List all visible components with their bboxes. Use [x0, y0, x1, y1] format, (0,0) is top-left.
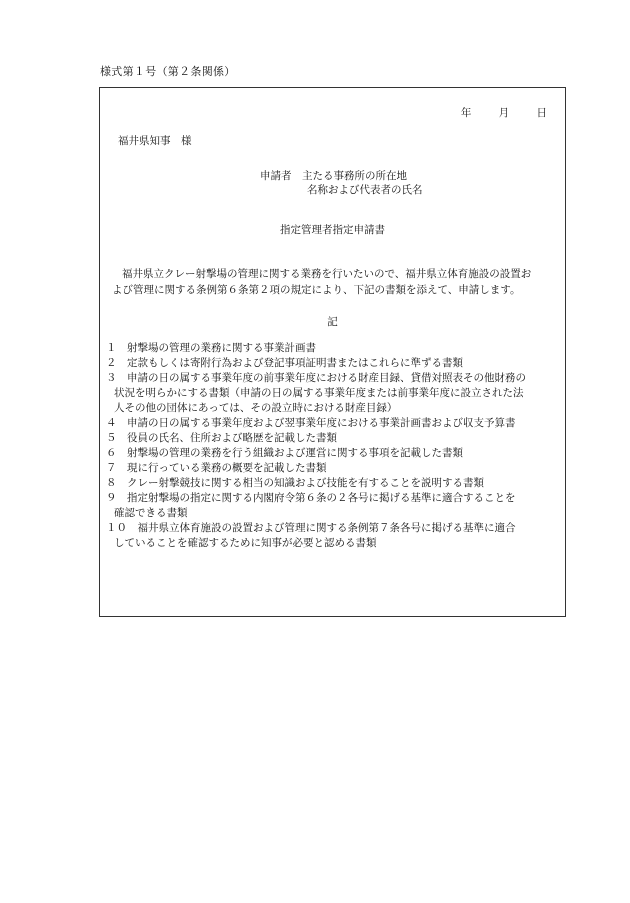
- date-month: 月: [498, 107, 510, 119]
- list-item-continuation: 人その他の団体にあっては、その設立時における財産目録）: [114, 402, 398, 414]
- document-title: 指定管理者指定申請書: [280, 224, 385, 236]
- list-item: ３ 申請の日の属する事業年度の前事業年度における財産目録、貸借対照表その他財務の: [106, 372, 526, 384]
- date-day: 日: [536, 107, 547, 119]
- date-year: 年: [460, 107, 472, 119]
- addressee: 福井県知事 様: [118, 135, 192, 147]
- form-number-label: 様式第１号（第２条関係）: [100, 65, 236, 78]
- note-mark: 記: [327, 316, 338, 328]
- list-item-continuation: していることを確認するために知事が必要と認める書類: [114, 537, 377, 549]
- statement-line: 福井県立クレー射撃場の管理に関する業務を行いたいので、福井県立体育施設の設置お: [122, 268, 532, 280]
- applicant-name-label: 名称および代表者の氏名: [307, 184, 423, 196]
- list-item-continuation: 確認できる書類: [114, 507, 188, 519]
- list-item: ５ 役員の氏名、住所および略歴を記載した書類: [106, 432, 337, 444]
- list-item: ８ クレー射撃競技に関する相当の知識および技能を有することを説明する書類: [106, 477, 484, 489]
- list-item: １ 射撃場の管理の業務に関する事業計画書: [106, 342, 316, 354]
- application-form-frame: [99, 87, 566, 617]
- list-item: ９ 指定射撃場の指定に関する内閣府令第６条の２各号に掲げる基準に適合することを: [106, 492, 516, 504]
- applicant-address-label: 申請者 主たる事務所の所在地: [260, 170, 407, 182]
- required-documents-list: [106, 341, 558, 551]
- list-item: ６ 射撃場の管理の業務を行う組織および運営に関する事項を記載した書類: [106, 447, 463, 459]
- list-item: ７ 現に行っている業務の概要を記載した書類: [106, 462, 327, 474]
- list-item: ４ 申請の日の属する事業年度および翌事業年度における事業計画書および収支予算書: [106, 417, 516, 429]
- application-statement: [112, 266, 558, 298]
- list-item: １０ 福井県立体育施設の設置および管理に関する条例第７条各号に掲げる基準に適合: [106, 522, 516, 534]
- statement-line: よび管理に関する条例第６条第２項の規定により、下記の書類を添えて、申請します。: [112, 284, 521, 296]
- date-line: [437, 105, 547, 120]
- list-item-continuation: 状況を明らかにする書類（申請の日の属する事業年度または前事業年度に設立された法: [114, 387, 524, 399]
- list-item: ２ 定款もしくは寄附行為および登記事項証明書またはこれらに準ずる書類: [106, 357, 463, 369]
